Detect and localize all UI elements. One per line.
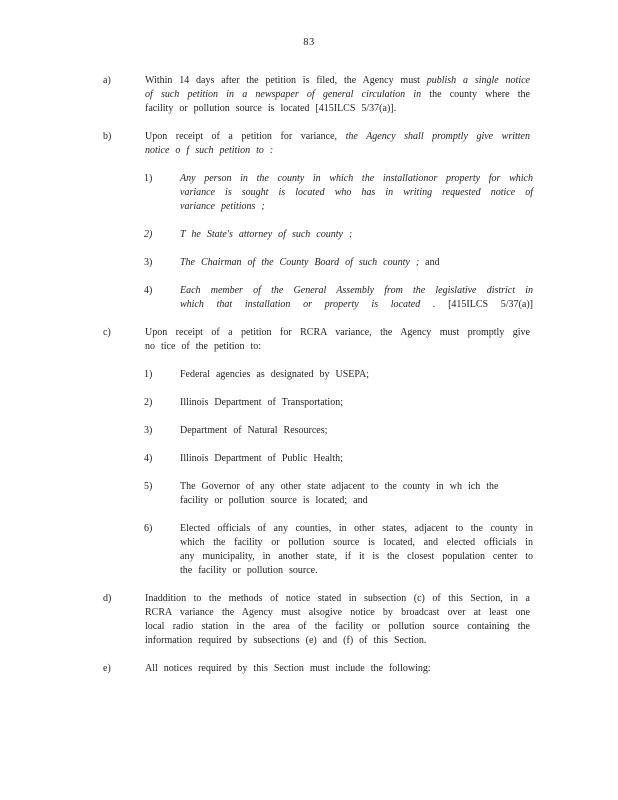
text-segment: and xyxy=(419,257,440,268)
text-line xyxy=(180,186,533,200)
text-segment: the county where the xyxy=(429,89,530,100)
text-line xyxy=(145,606,530,620)
item-c5-label: 5) xyxy=(144,481,153,492)
text-segment: local radio station in the area of the facility or pollution source containing the xyxy=(145,621,530,632)
section-d-text xyxy=(145,592,530,648)
text-line xyxy=(180,172,533,186)
text-line xyxy=(145,144,530,158)
item-c4 xyxy=(144,452,573,466)
text-line xyxy=(145,634,530,648)
text-line xyxy=(180,368,533,382)
section-a-text xyxy=(145,74,530,116)
text-line xyxy=(145,74,530,88)
text-segment-italic: Each member of the General Assembly from the legislative district in xyxy=(180,285,533,296)
text-segment: Illinois Department of Transportation; xyxy=(180,397,343,408)
item-c2 xyxy=(144,396,573,410)
item-c1-label: 1) xyxy=(144,369,153,380)
item-b2-text xyxy=(180,228,533,242)
text-line xyxy=(145,340,530,354)
section-a xyxy=(103,74,573,116)
text-segment: Upon receipt of a petition for variance, xyxy=(145,131,346,142)
text-segment: no tice of the petition to: xyxy=(145,341,262,352)
item-c5 xyxy=(144,480,573,508)
section-e-text xyxy=(145,662,530,676)
text-line xyxy=(180,298,533,312)
text-line xyxy=(180,424,533,438)
section-c xyxy=(103,326,573,354)
text-line xyxy=(145,592,530,606)
text-segment: Within 14 days after the petition is filed, the Agency must xyxy=(145,75,427,86)
text-segment: the facility or pollution source. xyxy=(180,565,318,576)
text-line xyxy=(180,564,533,578)
text-line xyxy=(180,284,533,298)
item-c3-text xyxy=(180,424,533,438)
section-d xyxy=(103,592,573,648)
text-segment: Department of Natural Resources; xyxy=(180,425,328,436)
item-b1-label: 1) xyxy=(144,173,153,184)
text-segment-italic: of such petition in a newspaper of general circulation in xyxy=(145,89,430,100)
text-line xyxy=(145,326,530,340)
text-line xyxy=(180,550,533,564)
text-line xyxy=(180,536,533,550)
item-b4-label: 4) xyxy=(144,285,153,296)
page-content xyxy=(103,74,573,676)
text-line xyxy=(180,522,533,536)
item-b2 xyxy=(144,228,573,242)
section-d-label: d) xyxy=(103,593,112,604)
text-segment: Illinois Department of Public Health; xyxy=(180,453,343,464)
text-line xyxy=(180,480,533,494)
section-e-label: e) xyxy=(103,663,111,674)
text-line xyxy=(180,228,533,242)
item-b3-label: 3) xyxy=(144,257,153,268)
item-c5-text xyxy=(180,480,533,508)
text-segment: [415ILCS 5/37(a)] xyxy=(448,299,533,310)
section-c-text xyxy=(145,326,530,354)
section-b-label: b) xyxy=(103,131,112,142)
text-line xyxy=(145,102,530,116)
section-b-text xyxy=(145,130,530,158)
section-a-label: a) xyxy=(103,75,111,86)
item-c4-text xyxy=(180,452,533,466)
item-c3 xyxy=(144,424,573,438)
text-line xyxy=(145,130,530,144)
text-segment-italic: The Chairman of the County Board of such county ; xyxy=(180,257,420,268)
text-segment: Inaddition to the methods of notice stated in subsection (c) of this Section, in a xyxy=(145,593,530,604)
item-c2-label: 2) xyxy=(144,397,153,408)
item-c6 xyxy=(144,522,573,578)
text-segment-italic: T he State's attorney of such county ; xyxy=(180,229,353,240)
item-c6-text xyxy=(180,522,533,578)
text-segment-italic: variance is sought is located who has in writing requested notice of xyxy=(180,187,533,198)
item-c6-label: 6) xyxy=(144,523,153,534)
text-line xyxy=(180,494,533,508)
text-line xyxy=(145,88,530,102)
text-segment-italic: variance petitions ; xyxy=(180,201,265,212)
section-b xyxy=(103,130,573,158)
text-line xyxy=(180,396,533,410)
text-segment: Elected officials of any counties, in other states, adjacent to the county in xyxy=(180,523,533,534)
text-line xyxy=(145,620,530,634)
section-c-label: c) xyxy=(103,327,111,338)
text-segment: The Governor of any other state adjacent to the county in wh ich the xyxy=(180,481,499,492)
text-segment-italic: notice o f such petition to : xyxy=(145,145,274,156)
text-segment: which the facility or pollution source is located, and elected officials in xyxy=(180,537,533,548)
item-b4 xyxy=(144,284,573,312)
item-b1 xyxy=(144,172,573,214)
text-segment: All notices required by this Section must include the following: xyxy=(145,663,431,674)
page-number: 83 xyxy=(303,37,315,48)
text-segment: facility or pollution source is located; and xyxy=(180,495,368,506)
section-e xyxy=(103,662,573,676)
item-c2-text xyxy=(180,396,533,410)
item-c3-label: 3) xyxy=(144,425,153,436)
text-segment-italic: publish a single notice xyxy=(426,75,530,86)
item-c1 xyxy=(144,368,573,382)
text-segment: Federal agencies as designated by USEPA; xyxy=(180,369,370,380)
text-segment-italic: which that installation or property is located . xyxy=(180,299,449,310)
item-b3-text xyxy=(180,256,533,270)
text-segment: any municipality, in another state, if it is the closest population center to xyxy=(180,551,533,562)
text-segment-italic: the Agency shall promptly give written xyxy=(345,131,530,142)
text-line xyxy=(180,200,533,214)
item-c1-text xyxy=(180,368,533,382)
text-line xyxy=(180,256,533,270)
text-segment-italic: Any person in the county in which the installationor property for which xyxy=(180,173,533,184)
item-b2-label: 2) xyxy=(144,229,153,240)
text-segment: facility or pollution source is located [415ILCS 5/37(a)]. xyxy=(145,103,397,114)
item-b4-text xyxy=(180,284,533,312)
item-c4-label: 4) xyxy=(144,453,153,464)
text-segment: Upon receipt of a petition for RCRA variance, the Agency must promptly give xyxy=(145,327,530,338)
text-segment: RCRA variance the Agency must alsogive notice by broadcast over at least one xyxy=(145,607,530,618)
text-line xyxy=(180,452,533,466)
item-b1-text xyxy=(180,172,533,214)
text-segment: information required by subsections (e) and (f) of this Section. xyxy=(145,635,427,646)
text-line xyxy=(145,662,530,676)
item-b3 xyxy=(144,256,573,270)
